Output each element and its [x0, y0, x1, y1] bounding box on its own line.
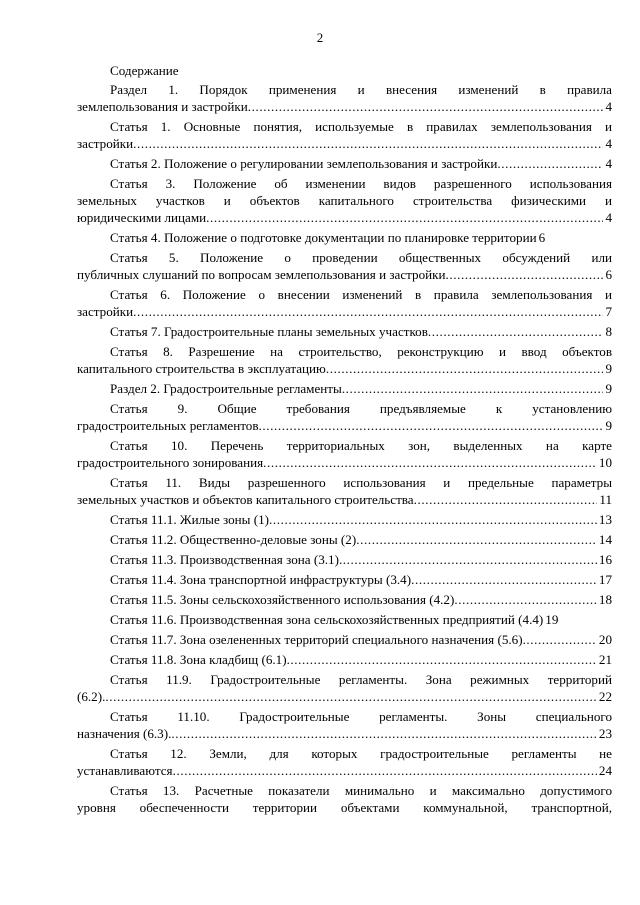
toc-entry-title: землепользования и застройки — [77, 99, 248, 114]
dot-leader — [287, 651, 597, 668]
toc-entry[interactable] — [77, 571, 612, 588]
dot-leader — [411, 571, 597, 588]
toc-entry[interactable] — [77, 175, 612, 226]
toc-entry-title: Статья 11.7. Зона озелененных территорий специального назначения (5.6) — [110, 632, 523, 647]
toc-entry-title: Статья 11.4. Зона транспортной инфраструктуры (3.4) — [110, 572, 412, 587]
toc-page-number: 4 — [605, 99, 612, 114]
toc-entry-title: Статья 11.8. Зона кладбищ (6.1) — [110, 652, 287, 667]
dot-leader — [454, 591, 597, 608]
toc-entry-title: (6.2). — [77, 689, 106, 704]
dot-leader — [105, 688, 597, 705]
toc-title: Содержание — [110, 63, 179, 78]
toc-page-number: 9 — [605, 361, 612, 376]
toc-entry-title: Статья 11.1. Жилые зоны (1) — [110, 512, 270, 527]
toc-page-number: 18 — [598, 592, 612, 607]
toc-page-number: 13 — [598, 512, 612, 527]
toc-page-number: 4 — [605, 210, 612, 225]
toc-entry-line: Статья 12. Земли, для которых градостроительные регламенты не — [110, 746, 612, 761]
toc-entry[interactable] — [77, 511, 612, 528]
toc-entry[interactable] — [77, 118, 612, 152]
toc-entry[interactable] — [77, 708, 612, 742]
toc-entry-title: застройки — [77, 136, 134, 151]
toc-entry-line: Статья 8. Разрешение на строительство, реконструкцию и ввод объектов — [110, 344, 612, 359]
toc-entry[interactable] — [77, 437, 612, 471]
toc-entry-line: Статья 1. Основные понятия, используемые в правилах землепользования и — [110, 119, 612, 134]
dot-leader — [269, 511, 597, 528]
toc-entries — [77, 81, 612, 816]
toc-entry-title: Статья 11.6. Производственная зона сельскохозяйственных предприятий (4.4) — [110, 612, 544, 627]
dot-leader — [356, 531, 597, 548]
toc-entry-title: публичных слушаний по вопросам землепользования и застройки — [77, 267, 446, 282]
toc-entry[interactable] — [77, 745, 612, 779]
toc-entry-line: Статья 9. Общие требования предъявляемые к установлению — [110, 401, 612, 416]
dot-leader — [133, 135, 603, 152]
toc-entry[interactable] — [77, 631, 612, 648]
toc-entry[interactable] — [77, 531, 612, 548]
toc-page-number: 23 — [598, 726, 612, 741]
toc-entry[interactable] — [77, 343, 612, 377]
toc-entry-line: Статья 3. Положение об изменении видов разрешенного использования — [110, 176, 612, 191]
toc-entry-title: градостроительного зонирования — [77, 455, 264, 470]
dot-leader — [497, 155, 603, 172]
toc-page-number: 4 — [605, 156, 612, 171]
toc-page-number: 21 — [598, 652, 612, 667]
dot-leader — [326, 360, 604, 377]
toc-entry-line: Статья 11. Виды разрешенного использования и предельные параметры — [110, 475, 612, 490]
toc-entry-line: земельных участков и объектов капитального строительства физическими и — [77, 193, 612, 208]
toc-page-number: 16 — [598, 552, 612, 567]
toc-page-number: 24 — [598, 763, 612, 778]
dot-leader — [263, 454, 597, 471]
toc-page-number: 6 — [605, 267, 612, 282]
toc-entry-title: назначения (6.3). — [77, 726, 172, 741]
toc-entry-title: юридическими лицами — [77, 210, 207, 225]
table-of-contents — [77, 62, 612, 819]
toc-entry-line: Статья 11.10. Градостроительные регламенты. Зоны специального — [110, 709, 612, 724]
toc-entry-line: уровня обеспеченности территории объектами коммунальной, транспортной, — [77, 800, 612, 815]
toc-page-number: 14 — [598, 532, 612, 547]
toc-page-number: 6 — [538, 230, 546, 245]
dot-leader — [259, 417, 604, 434]
toc-entry-line: Раздел 1. Порядок применения и внесения изменений в правила — [110, 82, 612, 97]
dot-leader — [171, 725, 597, 742]
toc-entry-title: Статья 11.5. Зоны сельскохозяйственного использования (4.2) — [110, 592, 455, 607]
toc-entry[interactable] — [77, 400, 612, 434]
toc-page-number: 22 — [598, 689, 612, 704]
toc-entry[interactable] — [77, 651, 612, 668]
toc-entry-line: Статья 5. Положение о проведении общественных обсуждений или — [110, 250, 612, 265]
dot-leader — [173, 762, 597, 779]
dot-leader — [446, 266, 604, 283]
dot-leader — [248, 98, 604, 115]
toc-page-number: 9 — [605, 418, 612, 433]
toc-entry-title: Статья 11.3. Производственная зона (3.1) — [110, 552, 339, 567]
dot-leader — [428, 323, 604, 340]
toc-entry[interactable] — [77, 671, 612, 705]
toc-page-number: 9 — [605, 381, 612, 396]
toc-entry-title: устанавливаются — [77, 763, 173, 778]
toc-entry-title: Статья 11.2. Общественно-деловые зоны (2) — [110, 532, 357, 547]
toc-page-number: 17 — [598, 572, 612, 587]
toc-entry[interactable] — [77, 380, 612, 397]
toc-entry[interactable] — [77, 591, 612, 608]
dot-leader — [339, 551, 597, 568]
dot-leader — [414, 491, 598, 508]
dot-leader — [206, 209, 603, 226]
toc-page-number: 19 — [545, 612, 559, 627]
toc-page-number: 7 — [605, 304, 612, 319]
toc-page-number: 8 — [605, 324, 612, 339]
toc-page-number: 4 — [605, 136, 612, 151]
toc-entry-title: земельных участков и объектов капитального строительства — [77, 492, 414, 507]
toc-entry-title: Раздел 2. Градостроительные регламенты — [110, 381, 342, 396]
toc-page-number: 10 — [598, 455, 612, 470]
toc-entry-line: Статья 13. Расчетные показатели минимально и максимально допустимого — [110, 783, 612, 798]
toc-entry-title: Статья 2. Положение о регулировании землепользования и застройки — [110, 156, 498, 171]
toc-entry[interactable] — [77, 323, 612, 340]
dot-leader — [523, 631, 597, 648]
toc-entry[interactable] — [77, 611, 612, 628]
toc-entry-title: градостроительных регламентов — [77, 418, 259, 433]
page-number: 2 — [316, 30, 324, 45]
dot-leader — [133, 303, 603, 320]
toc-entry[interactable] — [77, 286, 612, 320]
toc-entry[interactable] — [77, 551, 612, 568]
toc-entry-title: Статья 7. Градостроительные планы земельных участков — [110, 324, 428, 339]
dot-leader — [342, 380, 604, 397]
toc-entry[interactable] — [77, 782, 612, 816]
toc-entry[interactable] — [77, 81, 612, 115]
toc-entry-title: капитального строительства в эксплуатацию — [77, 361, 326, 376]
toc-page-number: 11 — [599, 492, 612, 507]
toc-entry[interactable] — [77, 155, 612, 172]
toc-entry[interactable] — [77, 474, 612, 508]
toc-entry-line: Статья 11.9. Градостроительные регламенты. Зона режимных территорий — [110, 672, 612, 687]
toc-entry-line: Статья 6. Положение о внесении изменений в правила землепользования и — [110, 287, 612, 302]
toc-entry-title: застройки — [77, 304, 134, 319]
toc-entry[interactable] — [77, 249, 612, 283]
toc-entry-title: Статья 4. Положение о подготовке документации по планировке территории — [110, 230, 537, 245]
toc-entry[interactable] — [77, 229, 612, 246]
toc-entry-line: Статья 10. Перечень территориальных зон, выделенных на карте — [110, 438, 612, 453]
toc-page-number: 20 — [598, 632, 612, 647]
